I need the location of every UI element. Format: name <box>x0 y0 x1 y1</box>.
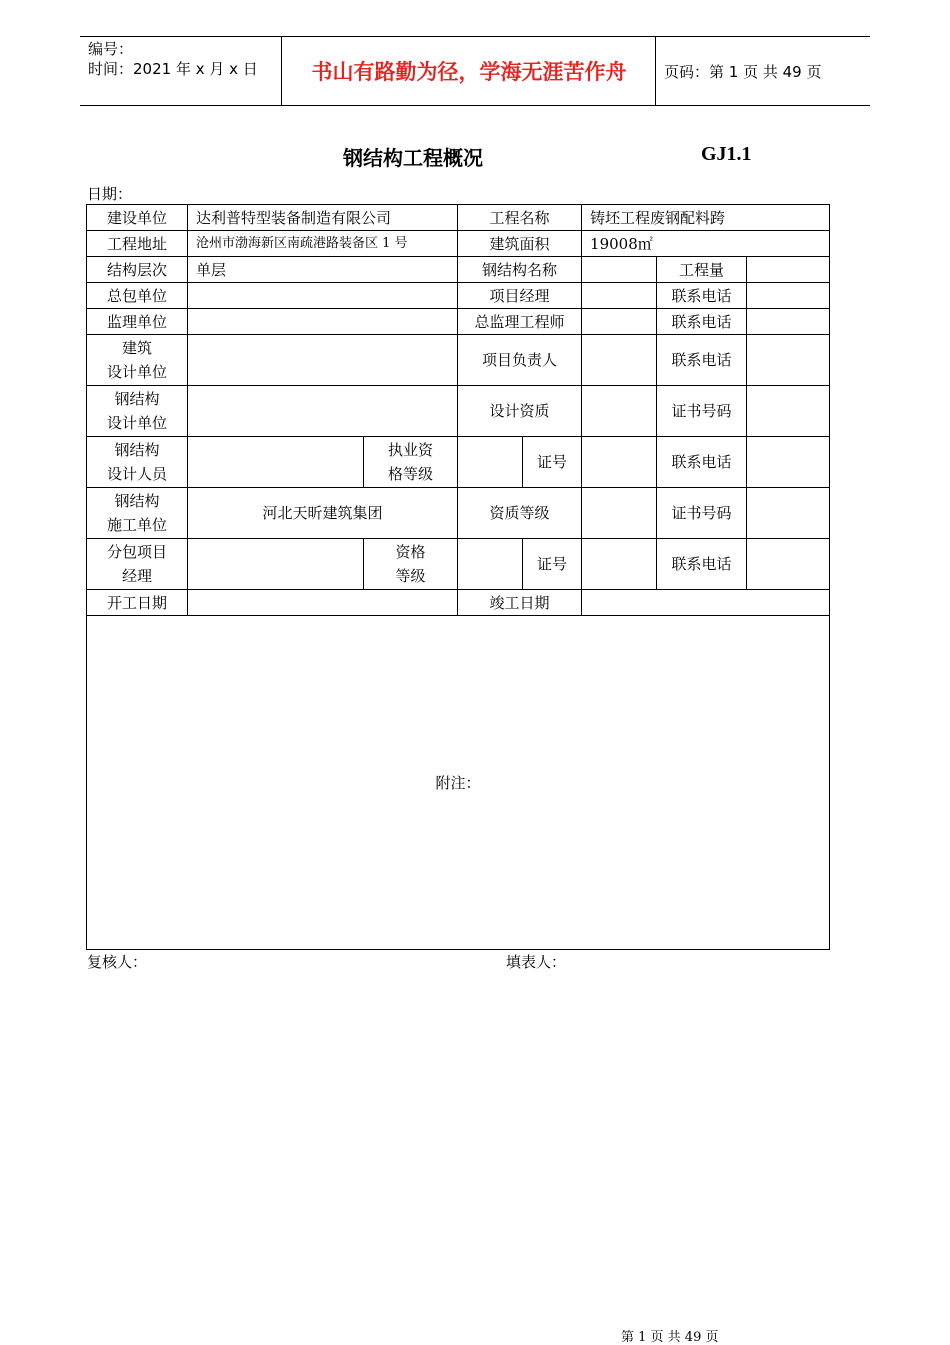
table-row <box>87 231 830 257</box>
table-cell <box>188 309 458 335</box>
table-cell <box>458 437 523 488</box>
table-cell: 联系电话 <box>657 309 747 335</box>
table-cell: 监理单位 <box>87 309 188 335</box>
table-cell: 建筑 设计单位 <box>87 335 188 386</box>
table-cell <box>582 386 657 437</box>
table-cell: 竣工日期 <box>458 590 582 616</box>
table-cell <box>747 437 830 488</box>
table-cell: 工程量 <box>657 257 747 283</box>
table-cell <box>747 335 830 386</box>
table-cell <box>747 386 830 437</box>
table-cell: 联系电话 <box>657 539 747 590</box>
table-row <box>87 335 830 386</box>
number-label: 编号： <box>88 40 134 58</box>
table-cell <box>582 335 657 386</box>
notes-row <box>87 616 830 950</box>
date-label: 日期： <box>87 185 133 203</box>
page-title: 钢结构工程概况 <box>343 146 483 170</box>
header-page-label: 页码：第 1 页 共 49 页 <box>664 63 822 81</box>
table-cell: 证号 <box>523 437 582 488</box>
header-meta <box>88 39 258 79</box>
table-cell: 工程名称 <box>458 205 582 231</box>
table-cell: 证书号码 <box>657 488 747 539</box>
table-cell: 单层 <box>188 257 458 283</box>
table-cell <box>582 257 657 283</box>
table-cell: 总包单位 <box>87 283 188 309</box>
table-cell: 结构层次 <box>87 257 188 283</box>
table-cell: 建筑面积 <box>458 231 582 257</box>
table-cell <box>747 539 830 590</box>
table-cell <box>747 257 830 283</box>
table-cell: 钢结构 设计人员 <box>87 437 188 488</box>
table-cell <box>188 386 458 437</box>
table-cell <box>747 309 830 335</box>
notes-cell <box>87 616 830 950</box>
table-cell <box>582 437 657 488</box>
table-cell: 19008㎡ <box>582 231 830 257</box>
table-row <box>87 205 830 231</box>
table-row <box>87 309 830 335</box>
table-cell: 钢结构名称 <box>458 257 582 283</box>
table-cell: 分包项目 经理 <box>87 539 188 590</box>
table-cell <box>747 283 830 309</box>
page-header <box>80 36 870 106</box>
table-cell: 联系电话 <box>657 335 747 386</box>
table-cell: 项目经理 <box>458 283 582 309</box>
table-cell <box>747 488 830 539</box>
table-cell: 开工日期 <box>87 590 188 616</box>
table-cell: 证号 <box>523 539 582 590</box>
table-cell: 设计资质 <box>458 386 582 437</box>
table-row <box>87 437 830 488</box>
table-cell: 工程地址 <box>87 231 188 257</box>
table-cell: 资质等级 <box>458 488 582 539</box>
project-overview-table <box>86 204 830 950</box>
table-cell <box>582 539 657 590</box>
table-row <box>87 488 830 539</box>
table-row <box>87 386 830 437</box>
table-cell <box>458 539 523 590</box>
table-cell: 联系电话 <box>657 283 747 309</box>
table-cell: 项目负责人 <box>458 335 582 386</box>
table-cell: 铸坯工程废钢配料跨 <box>582 205 830 231</box>
form-code: GJ1.1 <box>701 143 752 165</box>
table-cell: 总监理工程师 <box>458 309 582 335</box>
notes-label: 附注： <box>435 773 481 792</box>
table-row <box>87 283 830 309</box>
table-cell: 达利普特型装备制造有限公司 <box>188 205 458 231</box>
table-cell <box>582 309 657 335</box>
table-cell <box>582 283 657 309</box>
table-cell <box>188 283 458 309</box>
table-cell: 钢结构 施工单位 <box>87 488 188 539</box>
table-cell: 沧州市渤海新区南疏港路装备区 1 号 <box>188 231 458 257</box>
table-cell <box>582 488 657 539</box>
filler-label: 填表人： <box>506 953 567 971</box>
table-row <box>87 539 830 590</box>
table-cell: 钢结构 设计单位 <box>87 386 188 437</box>
table-cell <box>188 437 364 488</box>
table-cell: 资格 等级 <box>364 539 458 590</box>
page-number: 第 1 页 共 49 页 <box>621 1330 719 1345</box>
table-cell: 执业资 格等级 <box>364 437 458 488</box>
time-label: 时间：2021 年 x 月 x 日 <box>88 60 258 78</box>
table-cell: 证书号码 <box>657 386 747 437</box>
table-cell: 建设单位 <box>87 205 188 231</box>
reviewer-label: 复核人： <box>87 953 148 971</box>
table-cell: 联系电话 <box>657 437 747 488</box>
header-motto: 书山有路勤为径，学海无涯苦作舟 <box>311 60 627 84</box>
table-row <box>87 590 830 616</box>
table-cell <box>188 590 458 616</box>
table-cell <box>582 590 830 616</box>
table-cell <box>188 335 458 386</box>
table-cell <box>188 539 364 590</box>
table-row <box>87 257 830 283</box>
table-cell: 河北天昕建筑集团 <box>188 488 458 539</box>
